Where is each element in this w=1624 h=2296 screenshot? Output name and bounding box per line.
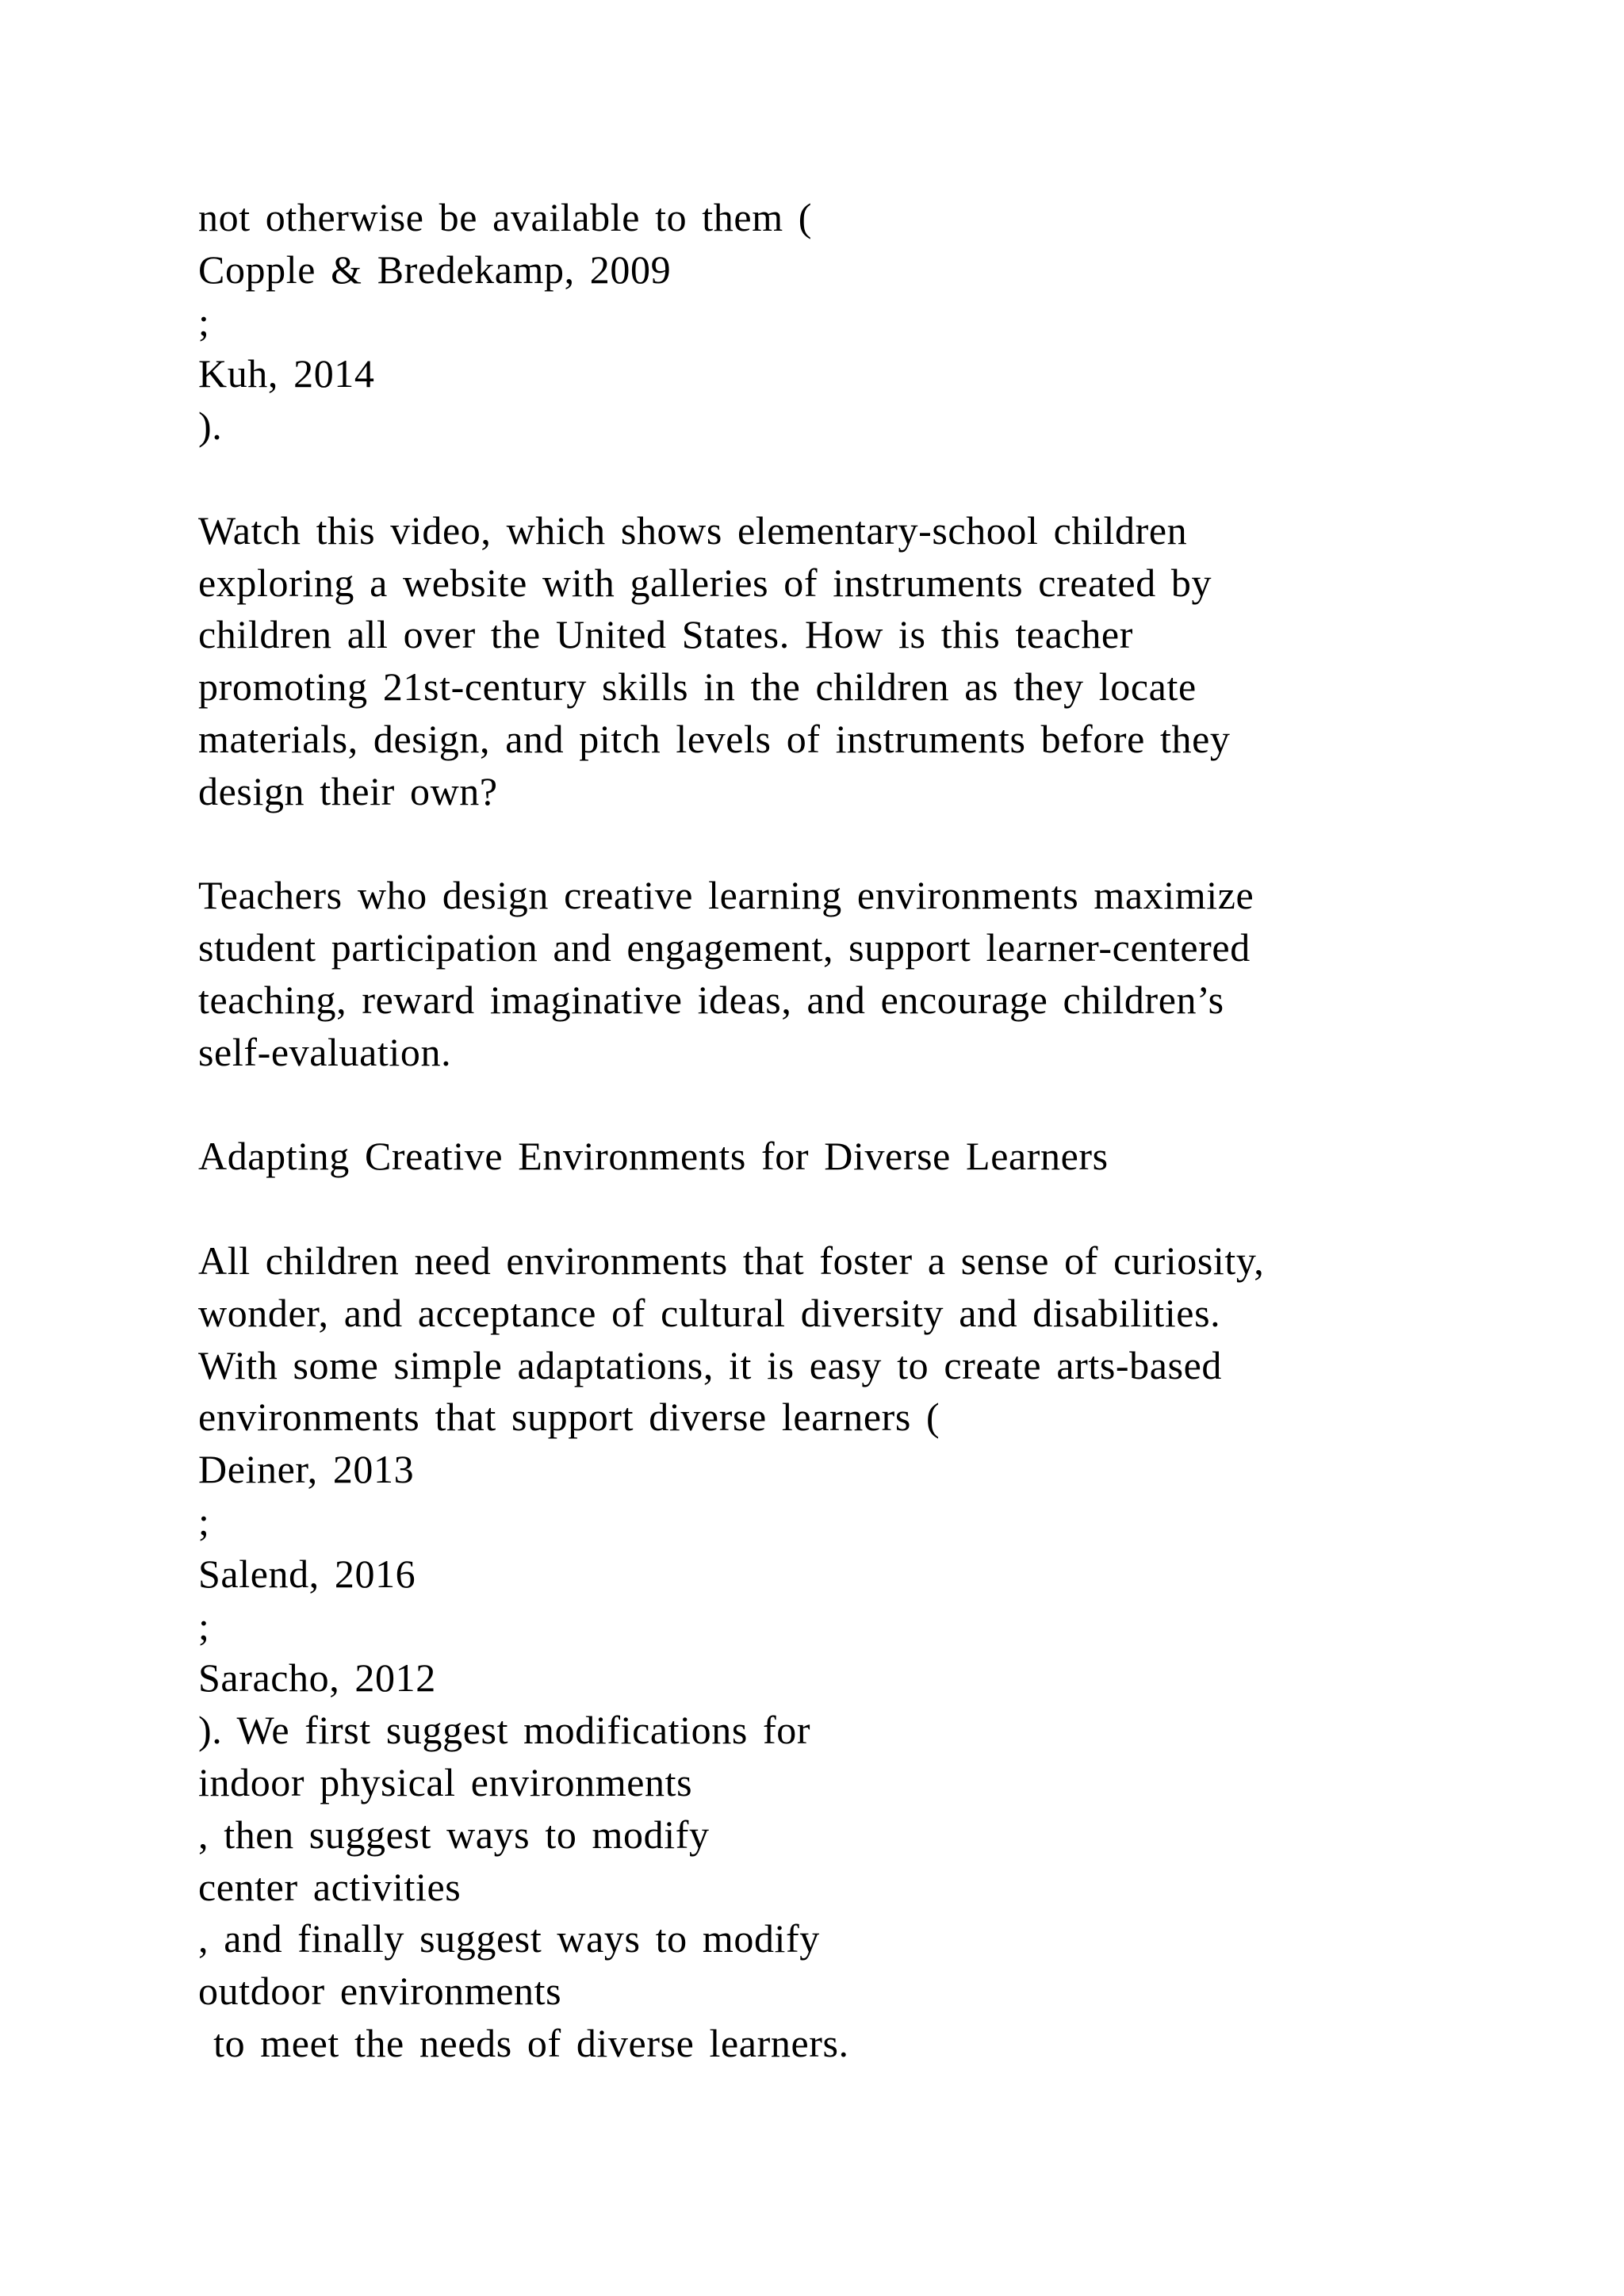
text-line: not otherwise be available to them ( — [198, 195, 813, 239]
text-line: wonder, and acceptance of cultural diversity and disabilities. — [198, 1290, 1221, 1335]
text-line: All children need environments that foster a sense of curiosity, — [198, 1238, 1265, 1283]
text-line: student participation and engagement, support learner-centered — [198, 925, 1251, 970]
text-line: children all over the United States. How is this teacher — [198, 612, 1133, 657]
text-line: design their own? — [198, 768, 498, 813]
text-line: to meet the needs of diverse learners. — [198, 2020, 849, 2065]
text-line: Teachers who design creative learning environments maximize — [198, 873, 1254, 918]
paragraph-break — [198, 1079, 1435, 1131]
text-line: ; — [198, 1603, 210, 1648]
text-line: ; — [198, 299, 210, 344]
citation-link[interactable]: Saracho, 2012 — [198, 1655, 436, 1701]
paragraph-break — [198, 1183, 1435, 1235]
citation-link[interactable]: Salend, 2016 — [198, 1551, 416, 1596]
outdoor-environments-link[interactable]: outdoor environments — [198, 1969, 562, 2014]
text-line: , then suggest ways to modify — [198, 1812, 710, 1857]
text-line: self-evaluation. — [198, 1029, 452, 1074]
indoor-environments-link[interactable]: indoor physical environments — [198, 1759, 693, 1804]
text-line: ). — [198, 404, 223, 449]
text-line: , and finally suggest ways to modify — [198, 1916, 820, 1961]
text-line: ; — [198, 1498, 210, 1544]
text-line: materials, design, and pitch levels of instruments before they — [198, 716, 1231, 761]
text-line: environments that support diverse learners ( — [198, 1395, 940, 1440]
text-line: promoting 21st-century skills in the children as they locate — [198, 664, 1197, 710]
paragraph-break — [198, 453, 1435, 505]
center-activities-link[interactable]: center activities — [198, 1864, 462, 1909]
section-heading: Adapting Creative Environments for Diverse Learners — [198, 1134, 1109, 1179]
text-line: Watch this video, which shows elementary-school children — [198, 507, 1188, 553]
text-line: teaching, reward imaginative ideas, and encourage children’s — [198, 977, 1224, 1022]
document-body-text — [198, 192, 1435, 2070]
citation-link[interactable]: Deiner, 2013 — [198, 1447, 415, 1492]
paragraph-break — [198, 818, 1435, 871]
citation-link[interactable]: Kuh, 2014 — [198, 351, 375, 396]
text-line: With some simple adaptations, it is easy to create arts-based — [198, 1342, 1223, 1387]
text-line: exploring a website with galleries of instruments created by — [198, 560, 1212, 605]
citation-link[interactable]: Copple & Bredekamp, 2009 — [198, 247, 672, 292]
text-line: ). We first suggest modifications for — [198, 1708, 811, 1753]
